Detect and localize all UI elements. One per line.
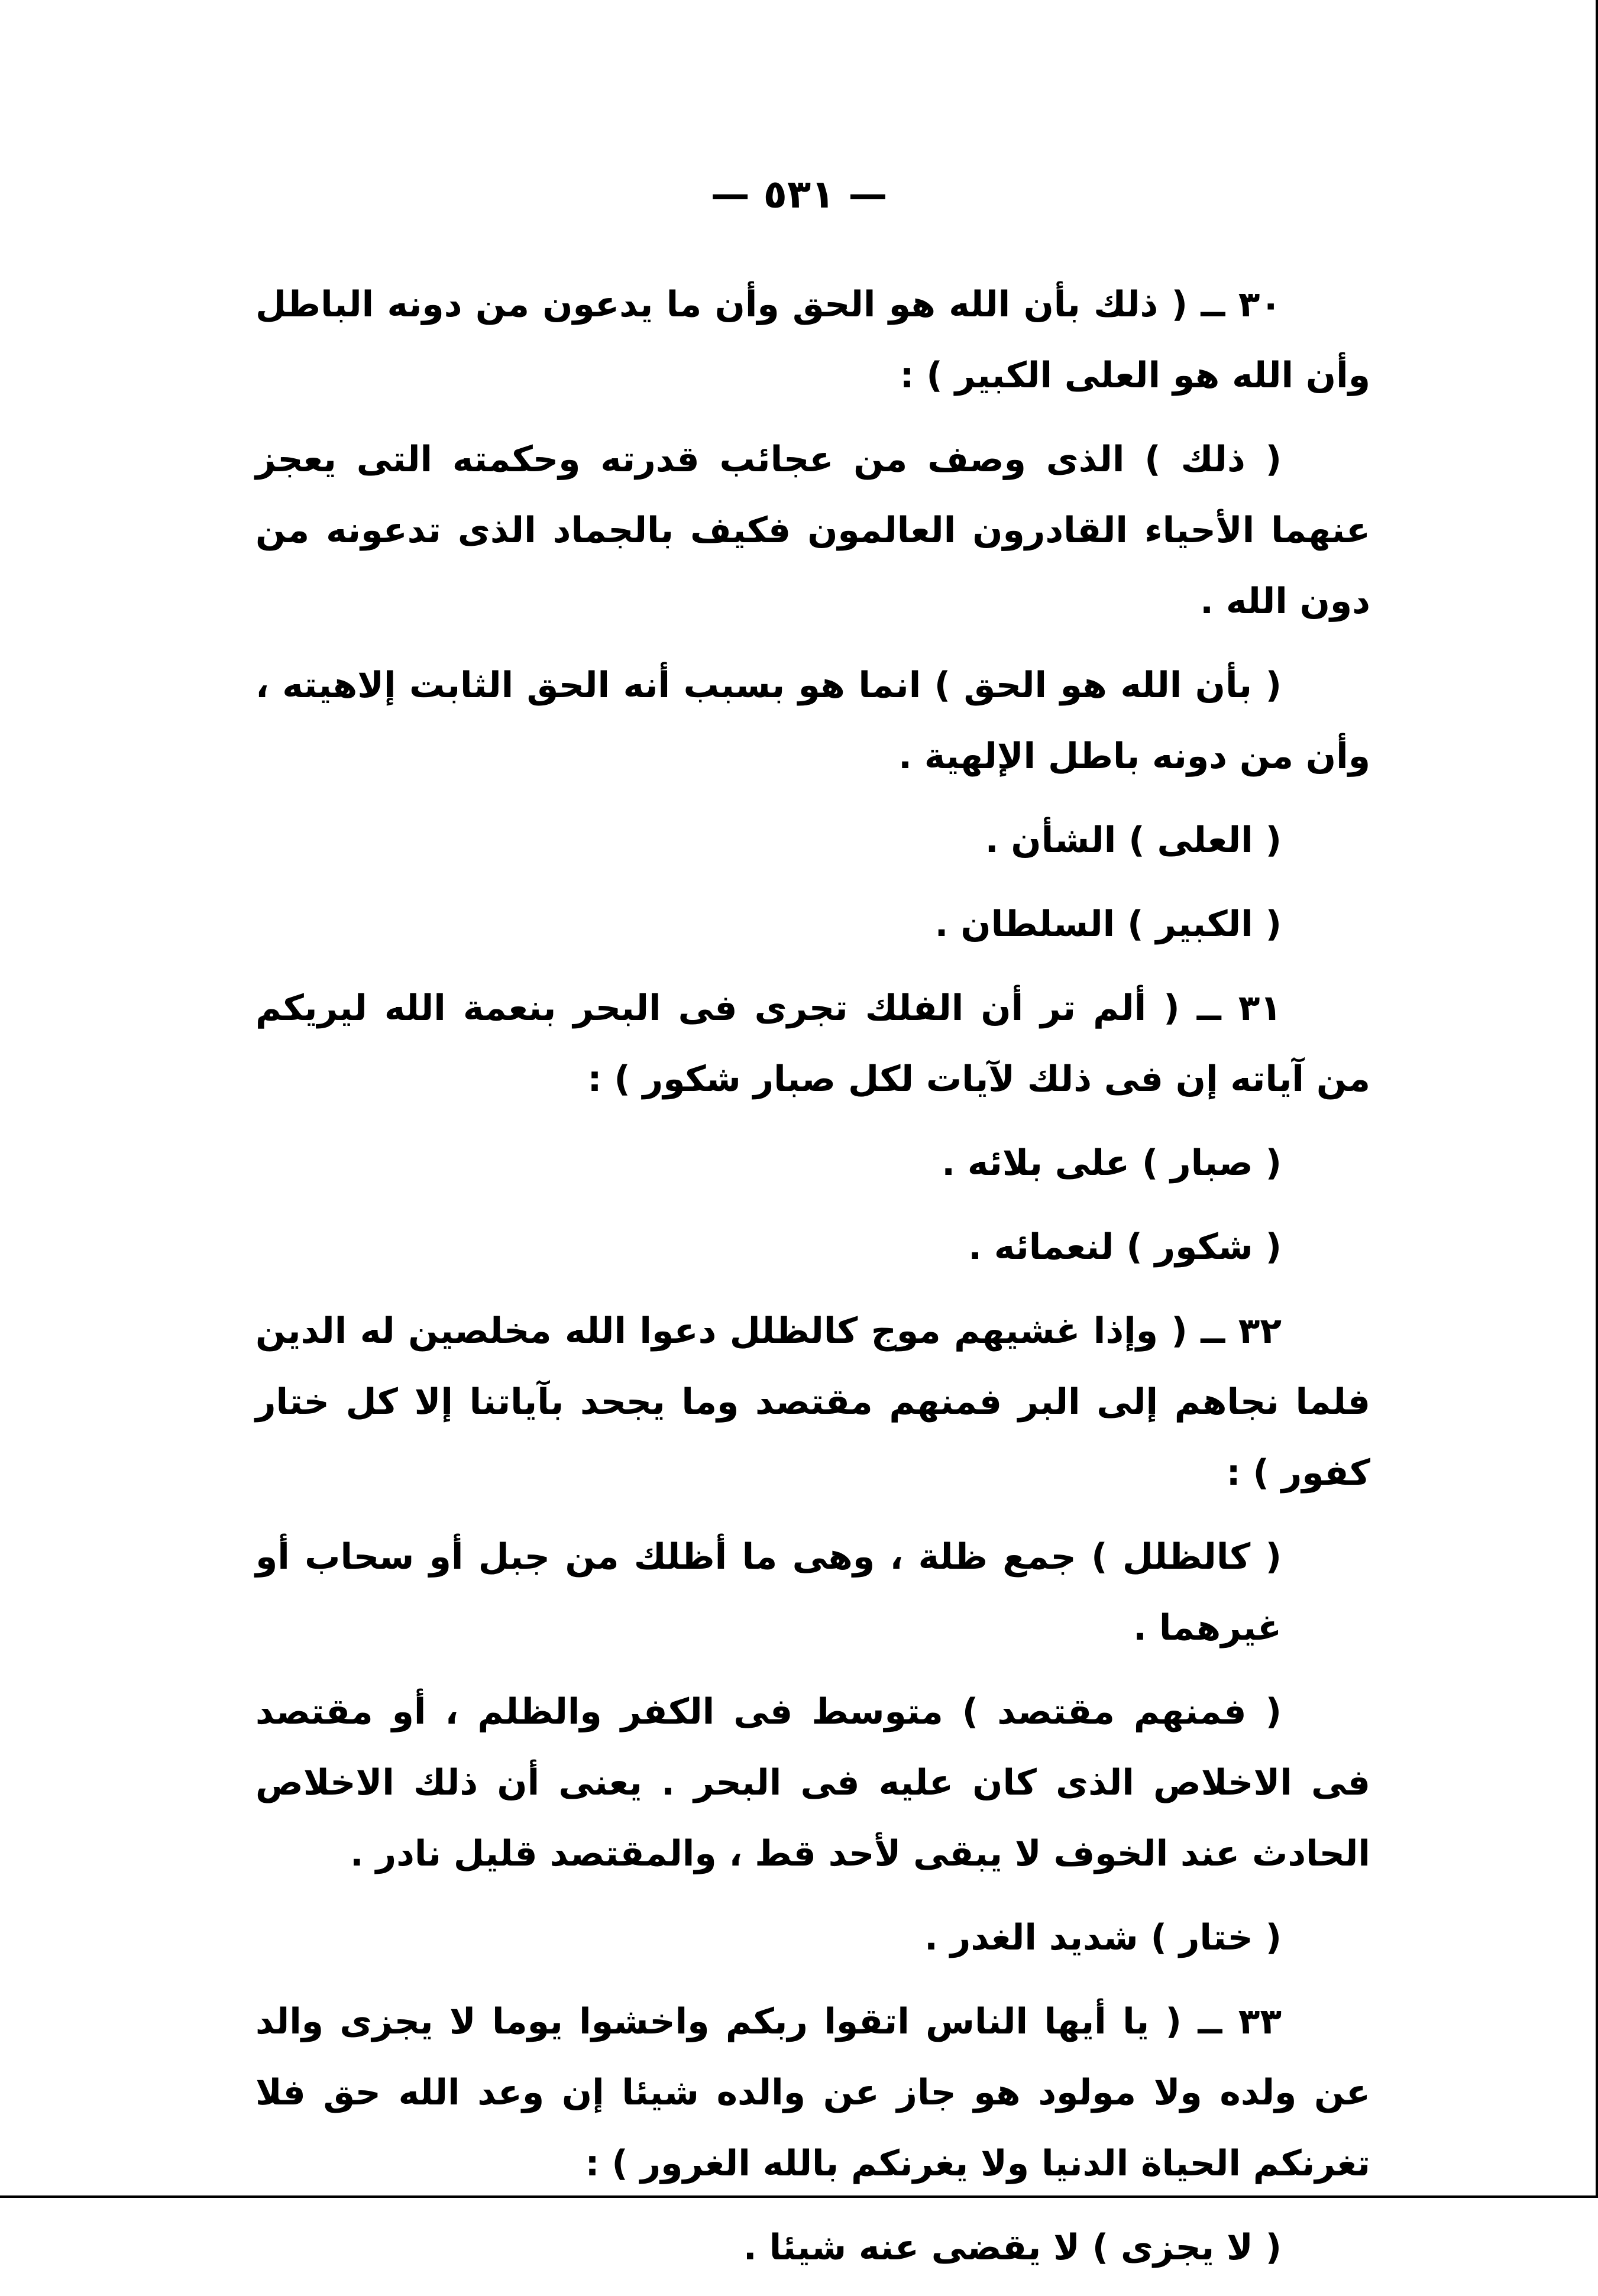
verse-31: ٣١ ــ ( ألم تر أن الفلك تجرى فى البحر بنعمة الله ليريكم من آياته إن فى ذلك لآيات لكل صبار شكور ) : — [255, 987, 1370, 1100]
gloss-muqtasid: ( فمنهم مقتصد ) متوسط فى الكفر والظلم ، أو مقتصد فى الاخلاص الذى كان عليه فى البحر . يعنى أن ذلك الاخلاص الحادث عند الخوف لا يبقى لأحد قط ، والمقتصد قليل نادر . — [255, 1691, 1370, 1874]
gloss-dhalika: ( ذلك ) الذى وصف من عجائب قدرته وحكمته التى يعجز عنهما الأحياء القادرون العالمون فكيف بالجماد الذى تدعونه من دون الله . — [255, 439, 1370, 622]
gloss-kal-zulal: ( كالظلل ) جمع ظلة ، وهى ما أظلك من جبل أو سحاب أو غيرهما . — [255, 1536, 1282, 1649]
verse-32: ٣٢ ــ ( وإذا غشيهم موج كالظلل دعوا الله مخلصين له الدين فلما نجاهم إلى البر فمنهم مقتصد وما يجحد بآياتنا إلا كل ختار كفور ) : — [255, 1310, 1370, 1494]
gloss-al-ali: ( العلى ) الشأن . — [985, 820, 1282, 861]
gloss-al-kabir: ( الكبير ) السلطان . — [934, 903, 1282, 945]
gloss-khattar: ( ختار ) شديد الغدر . — [924, 1917, 1282, 1958]
verse-33: ٣٣ ــ ( يا أيها الناس اتقوا ربكم واخشوا يوما لا يجزى والد عن ولده ولا مولود هو جاز عن والده شيئا إن وعد الله حق فلا تغرنكم الحياة الدنيا ولا يغرنكم بالله الغرور ) : — [255, 2001, 1370, 2184]
page-edge-right — [1596, 0, 1598, 2198]
gloss-bi-anna-allah: ( بأن الله هو الحق ) انما هو بسبب أنه الحق الثابت إلاهيته ، وأن من دونه باطل الإلهية . — [255, 665, 1370, 777]
gloss-la-yajzi: ( لا يجزى ) لا يقضى عنه شيئا . — [743, 2227, 1282, 2268]
page-number: — ٥٣١ — — [710, 171, 888, 217]
gloss-sabbar: ( صبار ) على بلائه . — [942, 1142, 1282, 1184]
verse-30: ٣٠ ــ ( ذلك بأن الله هو الحق وأن ما يدعون من دونه الباطل وأن الله هو العلى الكبير ) : — [255, 284, 1370, 396]
page-body — [255, 269, 1370, 2296]
gloss-shakur: ( شكور ) لنعمائه . — [968, 1226, 1282, 1268]
